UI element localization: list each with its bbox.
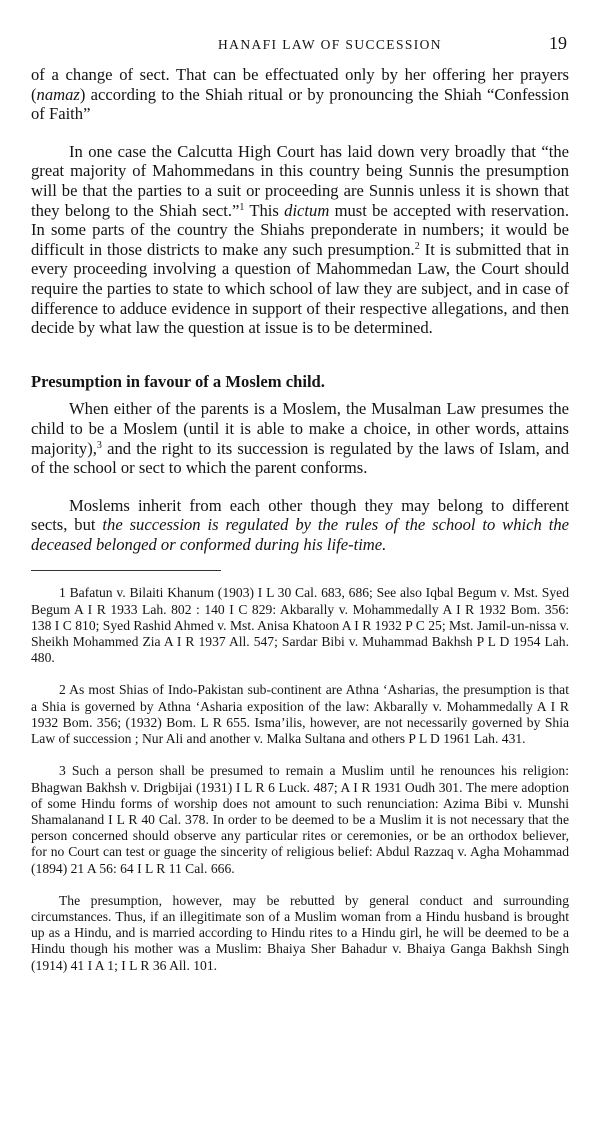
italic-term-dictum: dictum bbox=[284, 200, 330, 220]
paragraph-calcutta-high-court bbox=[31, 142, 569, 338]
page-number: 19 bbox=[549, 33, 567, 53]
text-run: This bbox=[244, 200, 285, 220]
italic-passage: the succession is regulated by the rules of the school to which the deceased belonged or conformed during his life-time. bbox=[31, 515, 570, 554]
text-run: When either of the parents is a Moslem, the Musalman Law presumes the child to be a Moslem (until it is able to make a choice, in other words, attains majority), bbox=[31, 399, 569, 458]
text-run: and the right to its succession is regulated by the laws of Islam, and of the school or sect to which the parent conforms. bbox=[31, 438, 569, 478]
footnote-2: 2 As most Shias of Indo-Pakistan sub-continent are Athna ‘Asharias, the presumption is that a Shia is governed by Athna ‘Asharia exposition of the law: Akbarally v. Mohammedally A I R 1932 Bom. 356; (1932) Bom. L R 655. Isma’ilis, however, are not necessarily governed by Shia Law of succession ; Nur Ali and another v. Malka Sultana and others P L D 1961 Lah. 431. bbox=[31, 682, 569, 747]
paragraph-moslem-child bbox=[31, 399, 569, 477]
text-run: In one case the Calcutta High Court has laid down very broadly that “the great majority of Mahommedans in this country being Sunnis the presumption will be that the parties to a suit or proceeding are Sunnis unless it is shown that they belong to the Shiah sect.” bbox=[31, 141, 569, 220]
italic-term-namaz: namaz bbox=[36, 84, 80, 104]
footnotes bbox=[31, 585, 569, 973]
running-title: HANAFI LAW OF SUCCESSION bbox=[218, 37, 442, 52]
footnote-3-continuation: The presumption, however, may be rebutted by general conduct and surrounding circumstances. Thus, if an illegitimate son of a Muslim woman from a Hindu husband is brought up as a Hindu, and is married according to Hindu rites to a Hindu girl, he will be deemed to be a Hindu though his mother was a Muslim: Bhaiya Sher Bahadur v. Bhaiya Ganga Bakhsh Singh (1914) 41 I A 1; I L R 36 All. 101. bbox=[31, 892, 569, 973]
text-run: It is submitted that in every proceeding involving a question of Mahommedan Law, the Court should require the parties to state to which school of law they are subject, and in case of difference to adduce evidence in support of their respective allegations, and then decide by what law the question at issue is to be determined. bbox=[31, 239, 569, 338]
main-text bbox=[31, 65, 569, 554]
footnote-divider bbox=[31, 570, 221, 571]
section-heading: Presumption in favour of a Moslem child. bbox=[31, 371, 325, 391]
text-run: Moslems inherit from each other though they may belong to different sects, but bbox=[31, 495, 569, 535]
footnote-3: 3 Such a person shall be presumed to remain a Muslim until he renounces his religion: Bhagwan Bakhsh v. Drigbijai (1931) I L R 6 Luck. 487; A I R 1931 Oudh 301. The mere adoption of some Hindu forms of worship does not amount to such renunciation: Azima Bibi v. Munshi Shamalanand I L R 40 Cal. 378. In order to be deemed to be a Muslim it is not necessary that the person concerned should observe any particular rites or ceremonies, or be an orthodox believer, for no Court can test or guage the sincerity of religious belief: Abdul Razzaq v. Agha Mohammad (1894) 21 A 56: 64 I L R 11 Cal. 666. bbox=[31, 763, 569, 876]
footnote-ref-3: 3 bbox=[96, 439, 102, 451]
text-run: must be accepted with reservation. In some parts of the country the Shiahs preponderate in numbers; it would be difficult in those districts to make any such presumption. bbox=[31, 200, 570, 259]
text-run: ) according to the Shiah ritual or by pronouncing the Shiah “Confession of Faith” bbox=[31, 84, 569, 124]
paragraph-inheritance-sects bbox=[31, 496, 569, 555]
running-header bbox=[31, 33, 569, 59]
footnote-ref-1: 1 bbox=[239, 201, 245, 213]
paragraph-continuation bbox=[31, 65, 569, 124]
book-page bbox=[31, 33, 569, 974]
footnote-1: 1 Bafatun v. Bilaiti Khanum (1903) I L 30 Cal. 683, 686; See also Iqbal Begum v. Mst. Syed Begum A I R 1933 Lah. 802 : 140 I C 829: Akbarally v. Mohammedally A I R 1932 Bom. 356: 138 I C 810; Syed Rashid Ahmed v. Mst. Anisa Khatoon A I R 1932 P C 25; Mst. Jamil-un-nissa v. Sheikh Mohammed Zia A I R 1937 All. 547; Sardar Bibi v. Muhammad Bakhsh P L D 1954 Lah. 480. bbox=[31, 585, 569, 666]
text-run: of a change of sect. That can be effectuated only by her offering her prayers ( bbox=[31, 65, 569, 104]
footnote-ref-2: 2 bbox=[414, 240, 420, 252]
